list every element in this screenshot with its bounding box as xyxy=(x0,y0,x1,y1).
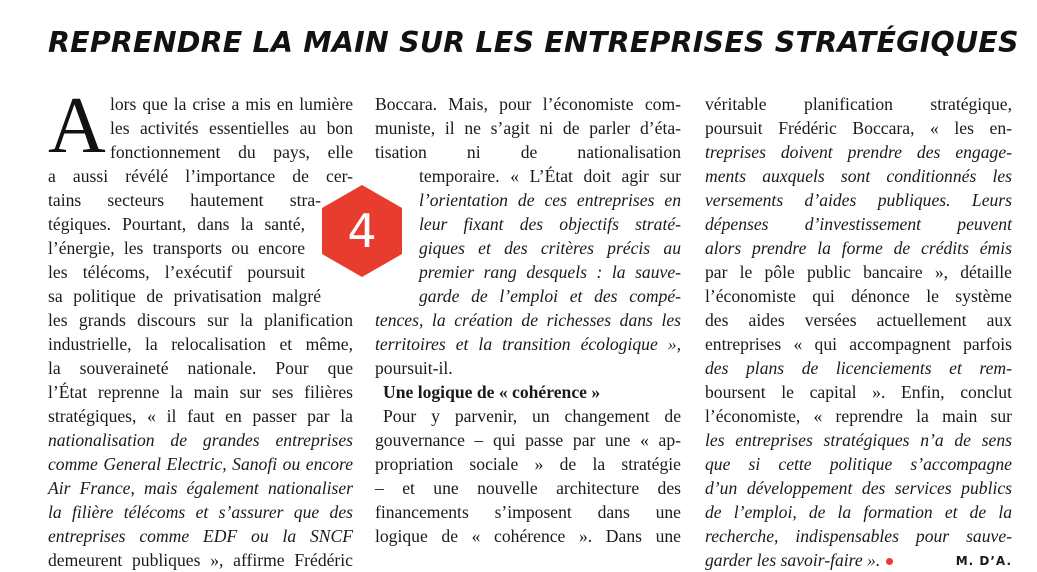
body-line: les activités essentielles au bon xyxy=(110,118,353,138)
drop-cap: A xyxy=(48,82,106,170)
body-line: recherche, indispensables pour sauve- xyxy=(705,526,1012,546)
subheading: Une logique de « cohérence » xyxy=(383,382,601,402)
body-line: les télécoms, l’exécutif poursuit xyxy=(48,262,305,282)
body-line: que si cette politique s’accompagne xyxy=(705,454,1012,474)
body-line: la filière télécoms et s’assurer que des xyxy=(48,502,353,522)
body-line: boursent le capital ». Enfin, conclut xyxy=(705,382,1012,402)
body-line: premier rang desquels : la sauve- xyxy=(419,262,681,282)
body-line: fonctionnement du pays, elle xyxy=(110,142,353,162)
body-line: les entreprises stratégiques n’a de sens xyxy=(705,430,1012,450)
body-line: des plans de licenciements et rem- xyxy=(705,358,1012,378)
end-dot-icon xyxy=(886,558,893,565)
body-line: l’économiste qui dénonce le système xyxy=(705,286,1012,306)
body-line: véritable planification stratégique, xyxy=(705,94,1012,114)
body-line: versements d’aides publiques. Leurs xyxy=(705,190,1012,210)
byline: M. D’A. xyxy=(955,554,1012,568)
body-line: ments auxquels sont conditionnés les xyxy=(705,166,1012,186)
last-line xyxy=(705,548,893,572)
body-line: poursuit-il. xyxy=(375,358,453,378)
body-line: la souveraineté nationale. Pour que xyxy=(48,358,353,378)
body-line: nationalisation de grandes entreprises xyxy=(48,430,353,450)
body-line: l’État reprenne la main sur ses filières xyxy=(48,382,353,402)
body-line: des aides versées actuellement aux xyxy=(705,310,1012,330)
body-line: l’économiste, « reprendre la main sur xyxy=(705,406,1012,426)
body-line: d’un développement des services publics xyxy=(705,478,1012,498)
body-line: entreprises comme EDF ou la SNCF xyxy=(48,526,353,546)
body-line: Boccara. Mais, pour l’économiste com- xyxy=(375,94,681,114)
hexagon-number-badge xyxy=(322,185,402,277)
body-line: tisation ni de nationalisation xyxy=(375,142,681,162)
body-line: demeurent publiques », affirme Frédéric xyxy=(48,550,353,570)
body-line: tégiques. Pourtant, dans la santé, xyxy=(48,214,305,234)
body-line: dépenses d’investissement peuvent xyxy=(705,214,1012,234)
body-line: de l’emploi, de la formation et de la xyxy=(705,502,1012,522)
body-line: garder les savoir-faire ». xyxy=(705,550,881,570)
body-line: par le pôle public bancaire », détaille xyxy=(705,262,1012,282)
body-line: treprises doivent prendre des engage- xyxy=(705,142,1012,162)
body-line: – et une nouvelle architecture des xyxy=(375,478,681,498)
body-line: financements s’imposent dans une xyxy=(375,502,681,522)
body-line: propriation sociale » de la stratégie xyxy=(375,454,681,474)
body-line: gouvernance – qui passe par une « ap- xyxy=(375,430,681,450)
body-line: Air France, mais également nationaliser xyxy=(48,478,353,498)
body-line: territoires et la transition écologique », xyxy=(375,334,681,354)
body-line: l’orientation de ces entreprises en xyxy=(419,190,681,210)
body-line: sa politique de privatisation malgré xyxy=(48,286,321,306)
headline: REPRENDRE LA MAIN SUR LES ENTREPRISES STRATÉGIQUES xyxy=(48,26,1019,59)
body-line: les grands discours sur la planification xyxy=(48,310,353,330)
body-line: entreprises « qui accompagnent parfois xyxy=(705,334,1012,354)
body-line: l’énergie, les transports ou encore xyxy=(48,238,305,258)
body-line: tences, la création de richesses dans les xyxy=(375,310,681,330)
body-line: industrielle, la relocalisation et même, xyxy=(48,334,353,354)
body-line: poursuit Frédéric Boccara, « les en- xyxy=(705,118,1012,138)
body-line: garde de l’emploi et des compé- xyxy=(419,286,681,306)
body-line: temporaire. « L’État doit agir sur xyxy=(419,166,681,186)
body-line: alors prendre la forme de crédits émis xyxy=(705,238,1012,258)
body-line: tains secteurs hautement stra- xyxy=(48,190,321,210)
body-line: muniste, il ne s’agit ni de parler d’éta- xyxy=(375,118,681,138)
badge-number: 4 xyxy=(347,204,377,258)
body-line: logique de « cohérence ». Dans une xyxy=(375,526,681,546)
body-line: comme General Electric, Sanofi ou encore xyxy=(48,454,353,474)
body-line: lors que la crise a mis en lumière xyxy=(110,94,353,114)
body-line: leur fixant des objectifs straté- xyxy=(419,214,681,234)
body-line: stratégiques, « il faut en passer par la xyxy=(48,406,353,426)
body-line: a aussi révélé l’importance de cer- xyxy=(48,166,353,186)
body-line: giques et des critères précis au xyxy=(419,238,681,258)
body-line: Pour y parvenir, un changement de xyxy=(383,406,681,426)
